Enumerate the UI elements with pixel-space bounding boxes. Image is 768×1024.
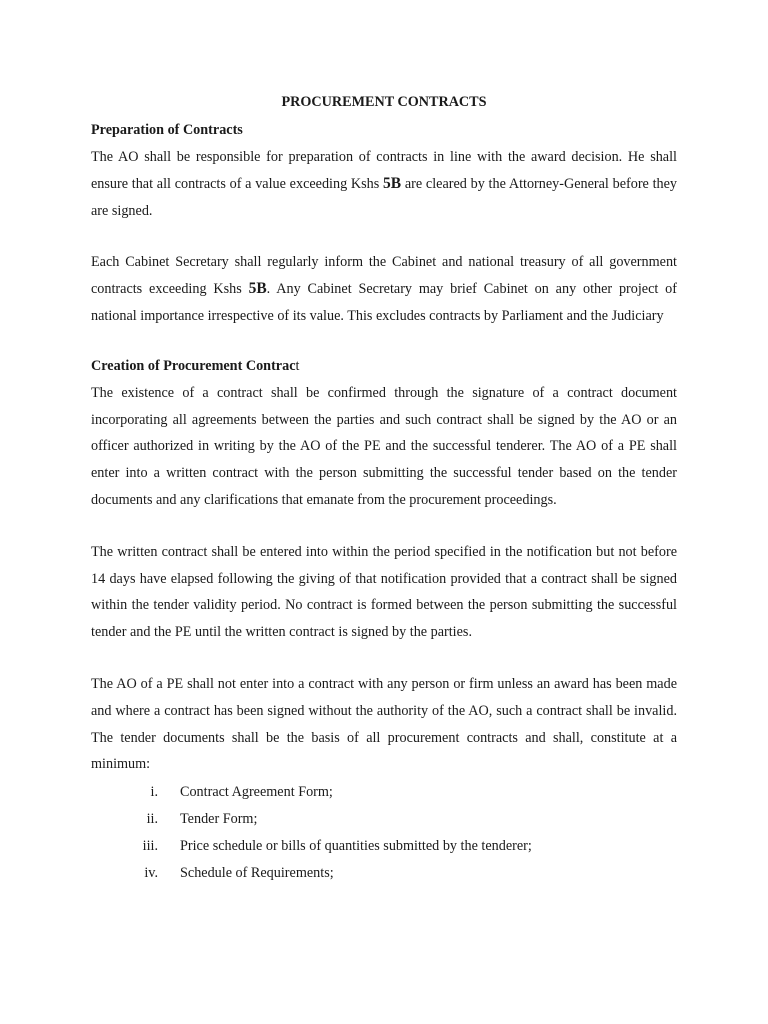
paragraph-creation-2: The written contract shall be entered into within the period specified in the notification but not before 14 days have elapsed following the giving of that notification provided that a contract shall be signed within the tender validity period. No contract is formed between the person submitting the successful tender and the PE until the written contract is signed by the parties.: [91, 543, 677, 641]
list-item-text: Contract Agreement Form;: [180, 784, 333, 801]
contract-components-list: [91, 779, 677, 886]
heading-main: Creation of Procurement Contrac: [91, 357, 296, 374]
list-item-text: Tender Form;: [180, 810, 258, 827]
list-item-number: ii.: [146, 810, 158, 827]
list-item-number: i.: [150, 784, 158, 801]
paragraph-text: Each Cabinet Secretary shall regularly inform the Cabinet and national treasury of all government contracts exceeding Kshs: [91, 254, 677, 298]
page-title: PROCUREMENT CONTRACTS: [281, 94, 487, 110]
list-item-number: iv.: [144, 864, 158, 881]
paragraph-creation-1: The existence of a contract shall be confirmed through the signature of a contract document incorporating all agreements between the parties and such contract shall be signed by the AO or an officer authorized in writing by the AO of the PE and the successful tenderer. The AO of a PE shall enter into a written contract with the person submitting the successful tender based on the tender documents and any clarifications that emanate from the procurement proceedings.: [91, 384, 677, 508]
list-item-text: Price schedule or bills of quantities submitted by the tenderer;: [180, 837, 532, 854]
list-item: [91, 833, 677, 860]
list-item: [91, 806, 677, 833]
list-item-text: Schedule of Requirements;: [180, 864, 334, 881]
paragraph-text: . Any Cabinet Secretary may brief Cabinet on any other project of national importance irrespective of its value. This excludes contracts by Parliament and the Judiciary: [91, 281, 677, 324]
paragraph-text: are cleared by the Attorney-General before they are signed.: [91, 175, 678, 219]
amount-emphasis: 5B: [383, 174, 402, 192]
section-heading-preparation: Preparation of Contracts: [91, 122, 243, 138]
heading-tail: t: [295, 357, 300, 374]
list-item-number: iii.: [142, 837, 158, 854]
list-item: [91, 779, 677, 806]
list-item: [91, 860, 677, 887]
section-heading-creation: [91, 356, 677, 376]
paragraph-preparation-1: [91, 144, 677, 224]
amount-emphasis: 5B: [248, 280, 267, 298]
paragraph-text: The AO shall be responsible for preparation of contracts in line with the award decision. He shall ensure that all contracts of a value exceeding Kshs: [91, 149, 677, 192]
paragraph-creation-3: The AO of a PE shall not enter into a contract with any person or firm unless an award has been made and where a contract has been signed without the authority of the AO, such a contract shall be invalid. The tender documents shall be the basis of all procurement contracts and shall, constitute at a minimum:: [91, 675, 677, 773]
document-page: [91, 92, 677, 886]
paragraph-preparation-2: [91, 249, 677, 329]
